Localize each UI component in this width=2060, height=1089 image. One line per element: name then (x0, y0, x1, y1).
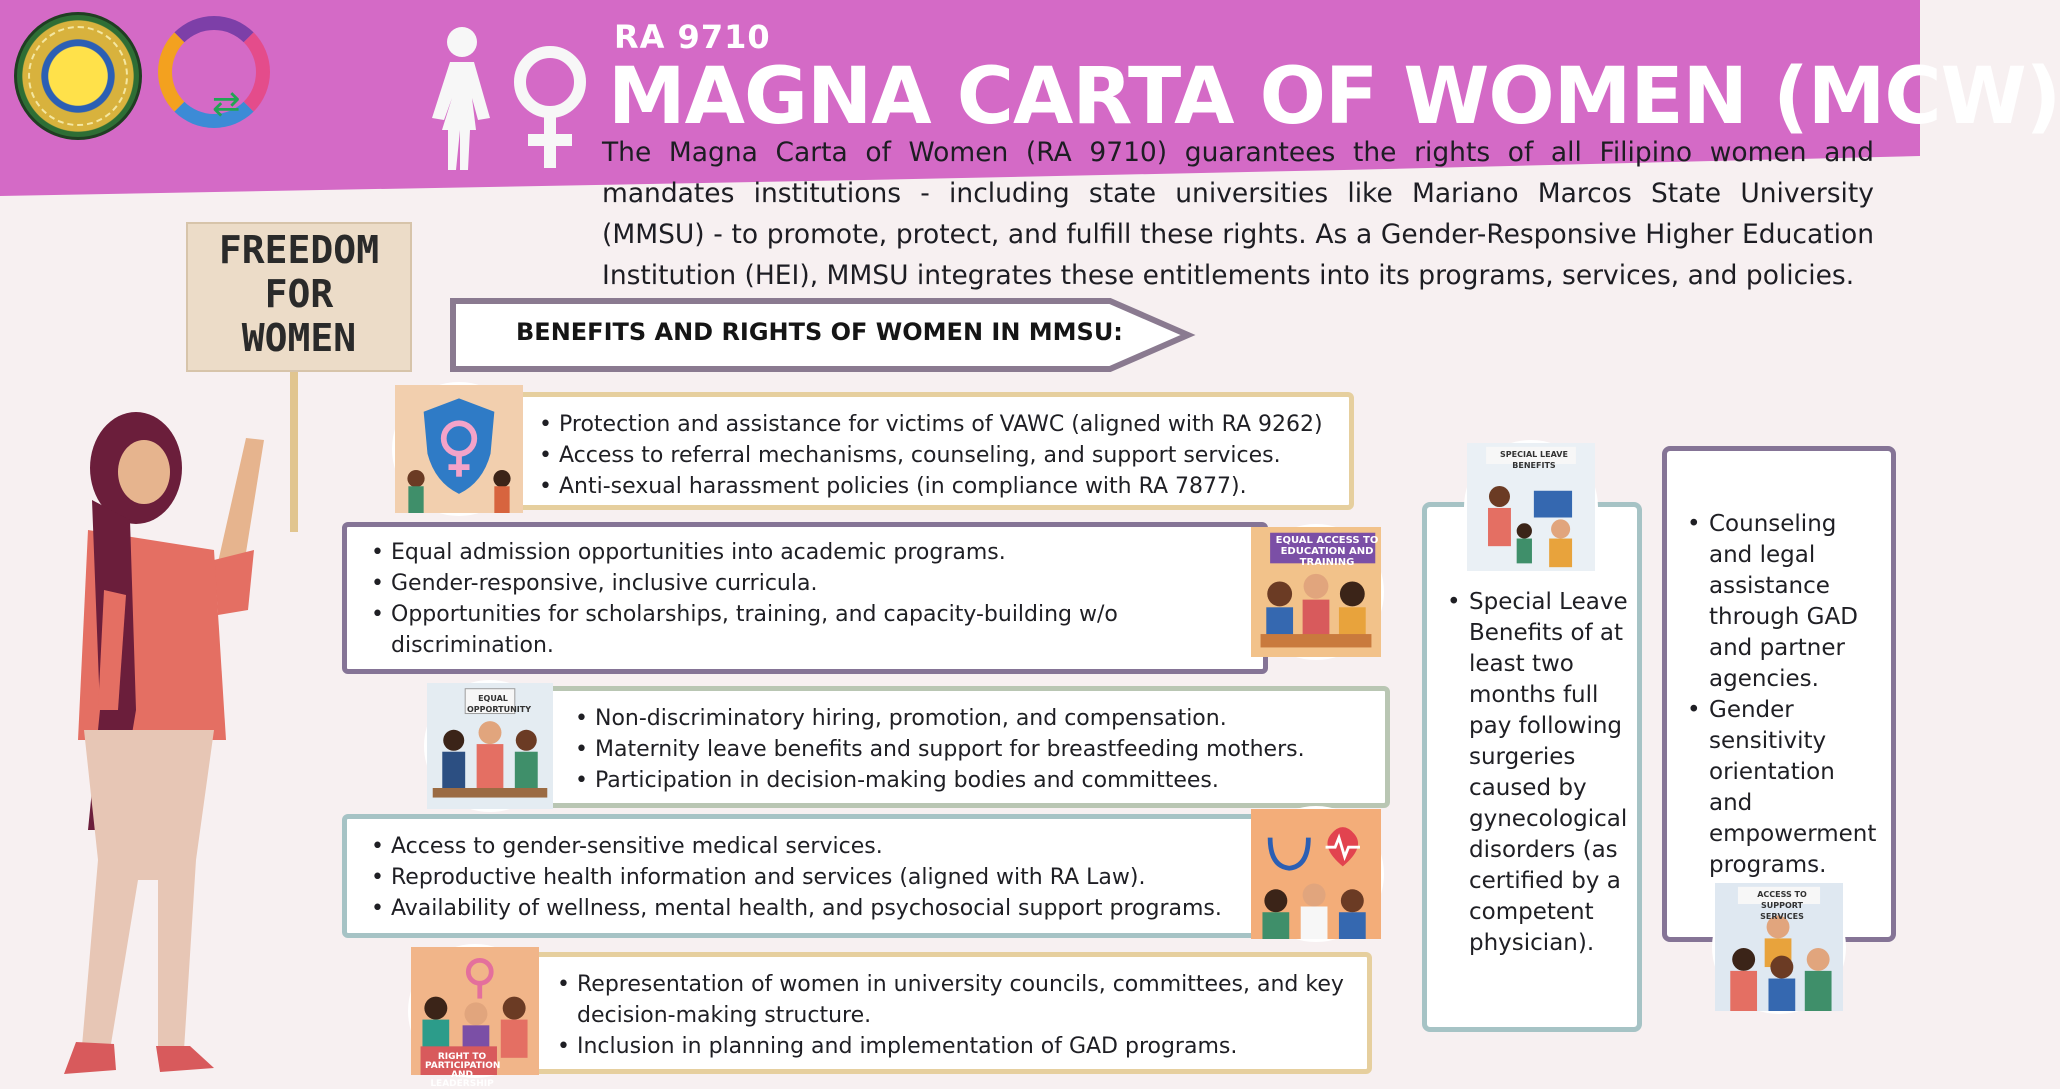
sign-line: WOMEN (241, 316, 357, 360)
bullet: • (1447, 589, 1461, 615)
woman-figure-icon (432, 27, 490, 170)
female-symbol-icon (520, 52, 580, 168)
list-item: • Representation of women in university councils, committees, and key decision-making structure. (553, 969, 1351, 1031)
section-health (342, 814, 1268, 938)
list-item: • Inclusion in planning and implementation of GAD programs. (553, 1031, 1351, 1062)
support-text: Counseling and legal assistance through GAD and partner agencies. (1709, 511, 1858, 692)
woman-illustration (18, 410, 318, 1080)
gad-arrow-icon: ⇄ (212, 84, 241, 124)
sign-line: FREEDOM (218, 228, 380, 272)
gender-symbols (420, 20, 600, 180)
education-image (1248, 524, 1384, 660)
image-caption: EQUAL OPPORTUNITY (467, 694, 532, 714)
section-education (342, 522, 1268, 674)
banner-label: BENEFITS AND RIGHTS OF WOMEN IN MMSU: (516, 318, 1123, 346)
list-item: • Reproductive health information and services (aligned with RA Law). (367, 862, 1247, 893)
list-item: • Maternity leave benefits and support for breastfeeding mothers. (571, 734, 1369, 765)
special-leave-text: Special Leave Benefits of at least two months full pay following surgeries caused by gynecological disorders (as certified by a competent physician). (1469, 589, 1628, 956)
list-item: • Anti-sexual harassment policies (in compliance with RA 7877). (535, 471, 1333, 502)
list-item: • Availability of wellness, mental health, and psychosocial support programs. (367, 893, 1247, 924)
employment-image (424, 680, 556, 812)
sign-line: FOR (264, 272, 334, 316)
sign-text (186, 228, 412, 360)
list-item: • Access to referral mechanisms, counseling, and support services. (535, 440, 1333, 471)
special-leave-card (1422, 502, 1642, 1032)
image-caption: ACCESS TO SUPPORT SERVICES (1757, 890, 1807, 921)
list-item: • Non-discriminatory hiring, promotion, and compensation. (571, 703, 1369, 734)
list-item: • Access to gender-sensitive medical services. (367, 831, 1247, 862)
list-item: • Protection and assistance for victims of VAWC (aligned with RA 9262) (535, 409, 1333, 440)
health-image (1248, 806, 1384, 942)
page-title: MAGNA CARTA OF WOMEN (MCW) (608, 52, 2060, 142)
bullet: • (1687, 511, 1701, 537)
image-caption: RIGHT TO PARTICIPATION AND LEADERSHIP (425, 1052, 501, 1089)
list-item (1685, 695, 1883, 881)
participation-image (408, 944, 542, 1089)
protection-image (392, 382, 526, 516)
list-item: • Participation in decision-making bodies and committees. (571, 765, 1369, 796)
support-services-card (1662, 446, 1896, 942)
seal-ring (28, 26, 128, 126)
special-leave-image (1464, 440, 1598, 574)
ra-number: RA 9710 (614, 18, 771, 56)
list-item: • Equal admission opportunities into academic programs. (367, 537, 1167, 568)
section-participation (526, 952, 1372, 1074)
list-item (1445, 587, 1629, 959)
section-employment (544, 686, 1390, 808)
image-caption: SPECIAL LEAVE BENEFITS (1500, 450, 1568, 470)
intro-paragraph: The Magna Carta of Women (RA 9710) guarantees the rights of all Filipino women and mandates institutions - including state universities like Mariano Marcos State University (MMSU) - to promote, protect, and fulfill these rights. As a Gender-Responsive Higher Education Institution (HEI), MMSU integrates these entitlements into its programs, services, and policies. (602, 137, 1874, 291)
list-item: • Gender-responsive, inclusive curricula. (367, 568, 1167, 599)
section-protection (508, 392, 1354, 510)
support-services-image (1712, 880, 1846, 1014)
bullet: • (1687, 697, 1701, 723)
list-item: • Opportunities for scholarships, training, and capacity-building w/o discrimination. (367, 599, 1167, 661)
list-item (1685, 509, 1883, 695)
image-caption: EQUAL ACCESS TO EDUCATION AND TRAINING (1275, 535, 1379, 568)
support-text: Gender sensitivity orientation and empowerment programs. (1709, 697, 1877, 878)
